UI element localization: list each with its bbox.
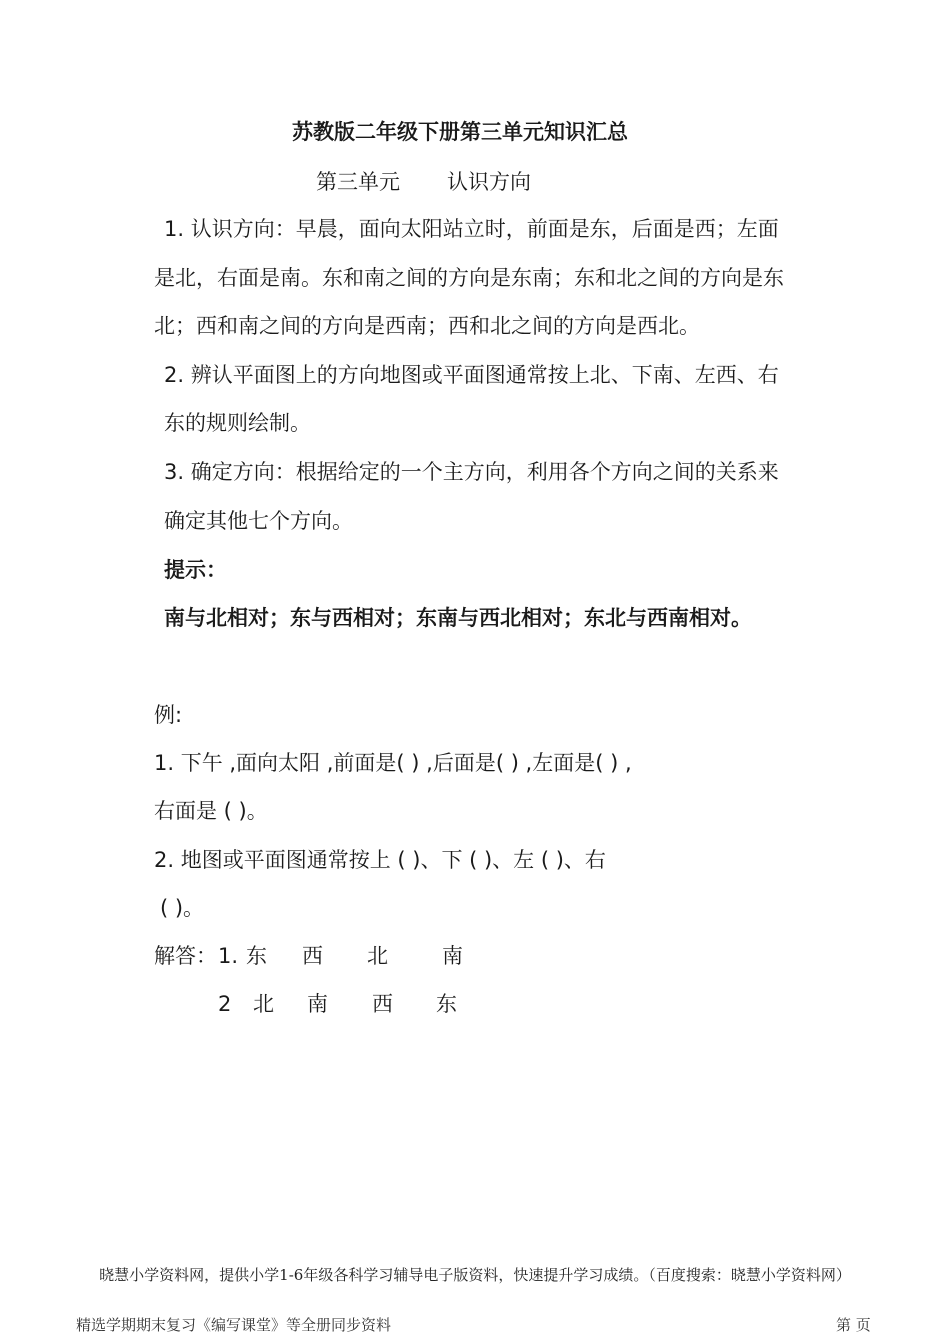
document-title: 苏教版二年级下册第三单元知识汇总 (292, 120, 628, 144)
answer1-item: 东 (246, 944, 267, 968)
answer2-item: 西 (372, 992, 393, 1016)
answer1-number: 1. (218, 944, 239, 968)
footer-ad: 晓慧小学资料网，提供小学1-6年级各科学习辅导电子版资料，快速提升学习成绩。（百度搜索：晓慧小学资料网） (99, 1266, 851, 1284)
answer1-item: 南 (442, 944, 463, 968)
section3-line2: 确定其他七个方向。 (164, 509, 353, 533)
section1-line2: 是北，右面是南。东和南之间的方向是东南；东和北之间的方向是东 (154, 266, 784, 290)
cut-off-page-number: 第 页 (836, 1316, 871, 1334)
section2-line2: 东的规则绘制。 (164, 411, 311, 435)
example-q1-line2: 右面是 ( )。 (154, 799, 268, 823)
example-q1-line1: 1. 下午 ,面向太阳 ,前面是( ) ,后面是( ) ,左面是( ) , (154, 751, 632, 775)
example-q2-line2: ( )。 (160, 896, 205, 920)
section1-line3: 北；西和南之间的方向是西南；西和北之间的方向是西北。 (154, 314, 700, 338)
answer1-item: 西 (302, 944, 323, 968)
section3-line1: 3. 确定方向：根据给定的一个主方向，利用各个方向之间的关系来 (164, 460, 779, 484)
answer2-number: 2 (218, 992, 232, 1016)
section2-line1: 2. 辨认平面图上的方向地图或平面图通常按上北、下南、左西、右 (164, 363, 779, 387)
tip-text: 南与北相对；东与西相对；东南与西北相对；东北与西南相对。 (164, 606, 752, 630)
answer2-item: 南 (307, 992, 328, 1016)
answer1-item: 北 (367, 944, 388, 968)
answer2-item: 东 (436, 992, 457, 1016)
unit-label: 第三单元 (316, 170, 400, 194)
example-label: 例: (154, 703, 183, 727)
section1-line1: 1. 认识方向：早晨，面向太阳站立时，前面是东，后面是西；左面 (164, 217, 779, 241)
answer-label: 解答： (154, 944, 217, 968)
cut-off-footer-left: 精选学期期末复习《编写课堂》等全册同步资料 (76, 1316, 392, 1334)
tip-label: 提示： (164, 558, 227, 582)
answer2-item: 北 (253, 992, 274, 1016)
unit-name: 认识方向 (447, 170, 531, 194)
example-q2-line1: 2. 地图或平面图通常按上 ( )、下 ( )、左 ( )、右 (154, 848, 606, 872)
